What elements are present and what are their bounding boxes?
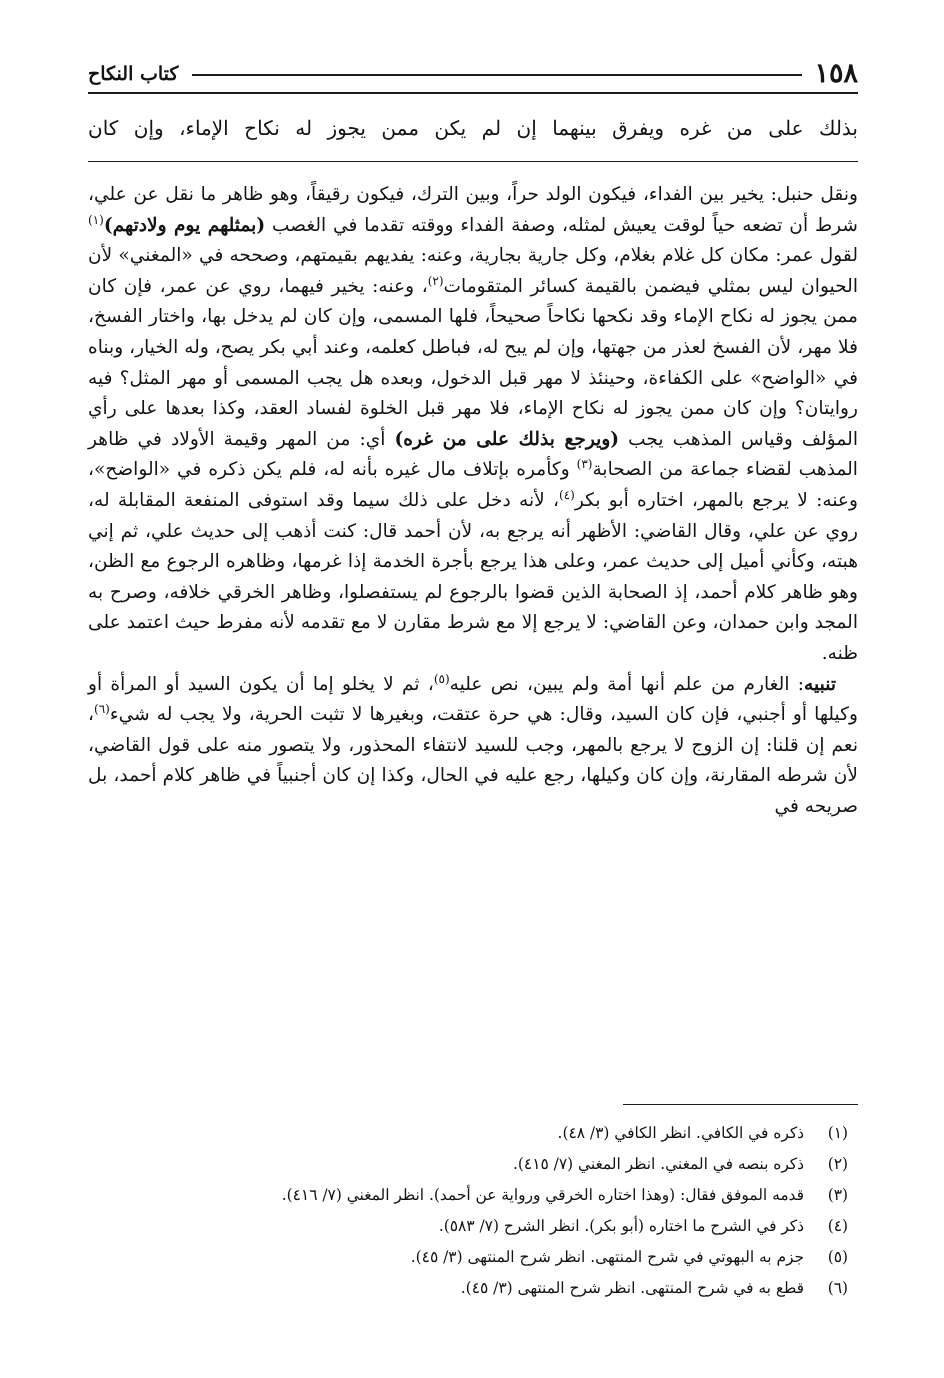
book-page [88,40,858,1340]
header-rule [192,74,802,76]
footnote-ref: (٦) [94,701,110,716]
commentary-paragraph-2 [88,670,858,823]
text-run: ونقل حنبل: يخير بين الفداء، فيكون الولد حراً، وبين الترك، فيكون رقيقاً، وهو ظاهر ما نقل عن علي، شرط أن تضعه حياً لوقت يعيش لمثله، وصفة الفداء ووقته تقدما في الغصب [88,184,858,236]
note-label: تنبيه [804,673,836,695]
book-title: كتاب النكاح [88,63,179,85]
footnote-item [88,1242,858,1273]
quoted-matn-phrase: (ويرجع بذلك على من غره) [394,428,620,450]
footnote-ref: (٣) [576,457,593,472]
footnote-ref: (١) [88,212,104,227]
text-run: لقول عمر: مكان كل غلام بغلام، وكل جارية بجارية، وعنه: يفديهم بقيمتهم، وصححه في «المغني» لأن الحيوان ليس بمثلي فيضمن بالقيمة كسائر المتقومات [88,245,858,297]
text-run: ، وعنه: يخير فيهما، روي عن عمر، فإن كان ممن يجوز له نكاح الإماء وقد نكحها نكاحاً صحيحاً، فلها المسمى، وإن كان لم يدخل بها، واختار الفسخ، فلا مهر، لأن الفسخ لعذر من جهتها، وإن لم يبح له، فباطل كعلمه، وعند أبي بكر يصح، وله الخيار، وبناه في «الواضح» على الكفاءة، وحينئذ لا مهر قبل الدخول، وبعده هل يجب المسمى أو مهر المثل؟ فيه روايتان؟ وإن كان ممن يجوز له نكاح الإماء، فلا مهر قبل الخلوة لفساد العقد، وكذا بعدها على رأي المؤلف وقياس المذهب يجب [88,275,858,450]
footnote-number: (٥) [827,1248,848,1266]
matn-text: بذلك على من غره ويفرق بينهما إن لم يكن ممن يجوز له نكاح الإماء، وإن كان [88,116,858,140]
footnote-ref: (٤) [559,487,575,502]
footnote-number: (٣) [827,1186,848,1204]
footnote-number: (١) [827,1124,848,1142]
text-run: ، ثم لا يخلو إما أن يكون السيد أو المرأة أو وكيلها أو أجنبي، فإن كان السيد، وقال: هي حرة عتقت، وبغيرها لا تثبت الحرية، ولا يجب له شيء [88,673,858,726]
footnotes-list [88,1118,858,1304]
footnote-text: قطع به في شرح المنتهى. انظر شرح المنتهى (٣/ ٤٥). [460,1279,804,1297]
commentary-paragraph-1 [88,180,858,670]
text-run: : الغارم من علم أنها أمة ولم يبين، نص عليه [449,673,805,695]
footnote-number: (٦) [827,1279,848,1297]
running-header [88,58,858,94]
footnote-item [88,1149,858,1180]
footnote-separator [623,1104,858,1105]
footnote-item [88,1180,858,1211]
footnote-item [88,1273,858,1304]
matn-separator-rule [88,161,858,162]
commentary-text [88,180,858,822]
footnote-text: جزم به البهوتي في شرح المنتهى. انظر شرح المنتهى (٣/ ٤٥). [410,1248,804,1266]
text-run: ، نعم إن قلنا: إن الزوج لا يرجع بالمهر، وجب للسيد لانتفاء المحذور، ولا يتصور منه على قول القاضي، لأن شرطه المقارنة، وإن كان وكيلها، رجع عليه في الحال، وكذا إن كان أجنبياً في ظاهر كلام أحمد، بل صريحه في [88,704,858,817]
footnote-item [88,1211,858,1242]
text-run: أي: من المهر وقيمة الأولاد في ظاهر المذهب لقضاء جماعة من الصحابة [88,428,858,481]
footnote-text: قدمه الموفق فقال: (وهذا اختاره الخرقي ورواية عن أحمد). انظر المغني (٧/ ٤١٦). [281,1186,804,1204]
footnote-ref: (٥) [433,671,450,686]
footnote-number: (٤) [827,1217,848,1235]
footnote-text: ذكره بنصه في المغني. انظر المغني (٧/ ٤١٥). [513,1155,804,1173]
text-run: ، لأنه دخل على ذلك سيما وقد استوفى المنفعة المقابلة له، روي عن علي، وقال القاضي: الأظهر أنه يرجع به، لأن أحمد قال: كنت أذهب إلى حديث علي، ثم إني هبته، وكأني أميل إلى حديث عمر، وعلى هذا يرجع بأجرة الخدمة إذا غرمها، وظاهره الرجوع مع الظن، وهو ظاهر كلام أحمد، إذ الصحابة الذين قضوا بالرجوع لم يستفصلوا، وظاهر الخرقي خلافه، وصرح به المجد وابن حمدان، وعن القاضي: لا يرجع إلا مع شرط مقارن لا مع تقدمه لأنه مفرط حيث اعتمد على ظنه. [88,489,858,664]
footnote-text: ذكر في الشرح ما اختاره (أبو بكر). انظر الشرح (٧/ ٥٨٣). [438,1217,804,1235]
footnote-ref: (٢) [427,273,444,288]
footnote-number: (٢) [827,1155,848,1173]
page-number: ١٥٨ [814,58,858,89]
footnote-item [88,1118,858,1149]
quoted-matn-phrase: (بمثلهم يوم ولادتهم) [103,214,266,236]
text-run: وكأمره بإتلاف مال غيره بأنه له، فلم يكن ذكره في «الواضح»، وعنه: لا يرجع بالمهر، اختاره أبو بكر [88,459,859,511]
footnote-text: ذكره في الكافي. انظر الكافي (٣/ ٤٨). [557,1124,804,1142]
